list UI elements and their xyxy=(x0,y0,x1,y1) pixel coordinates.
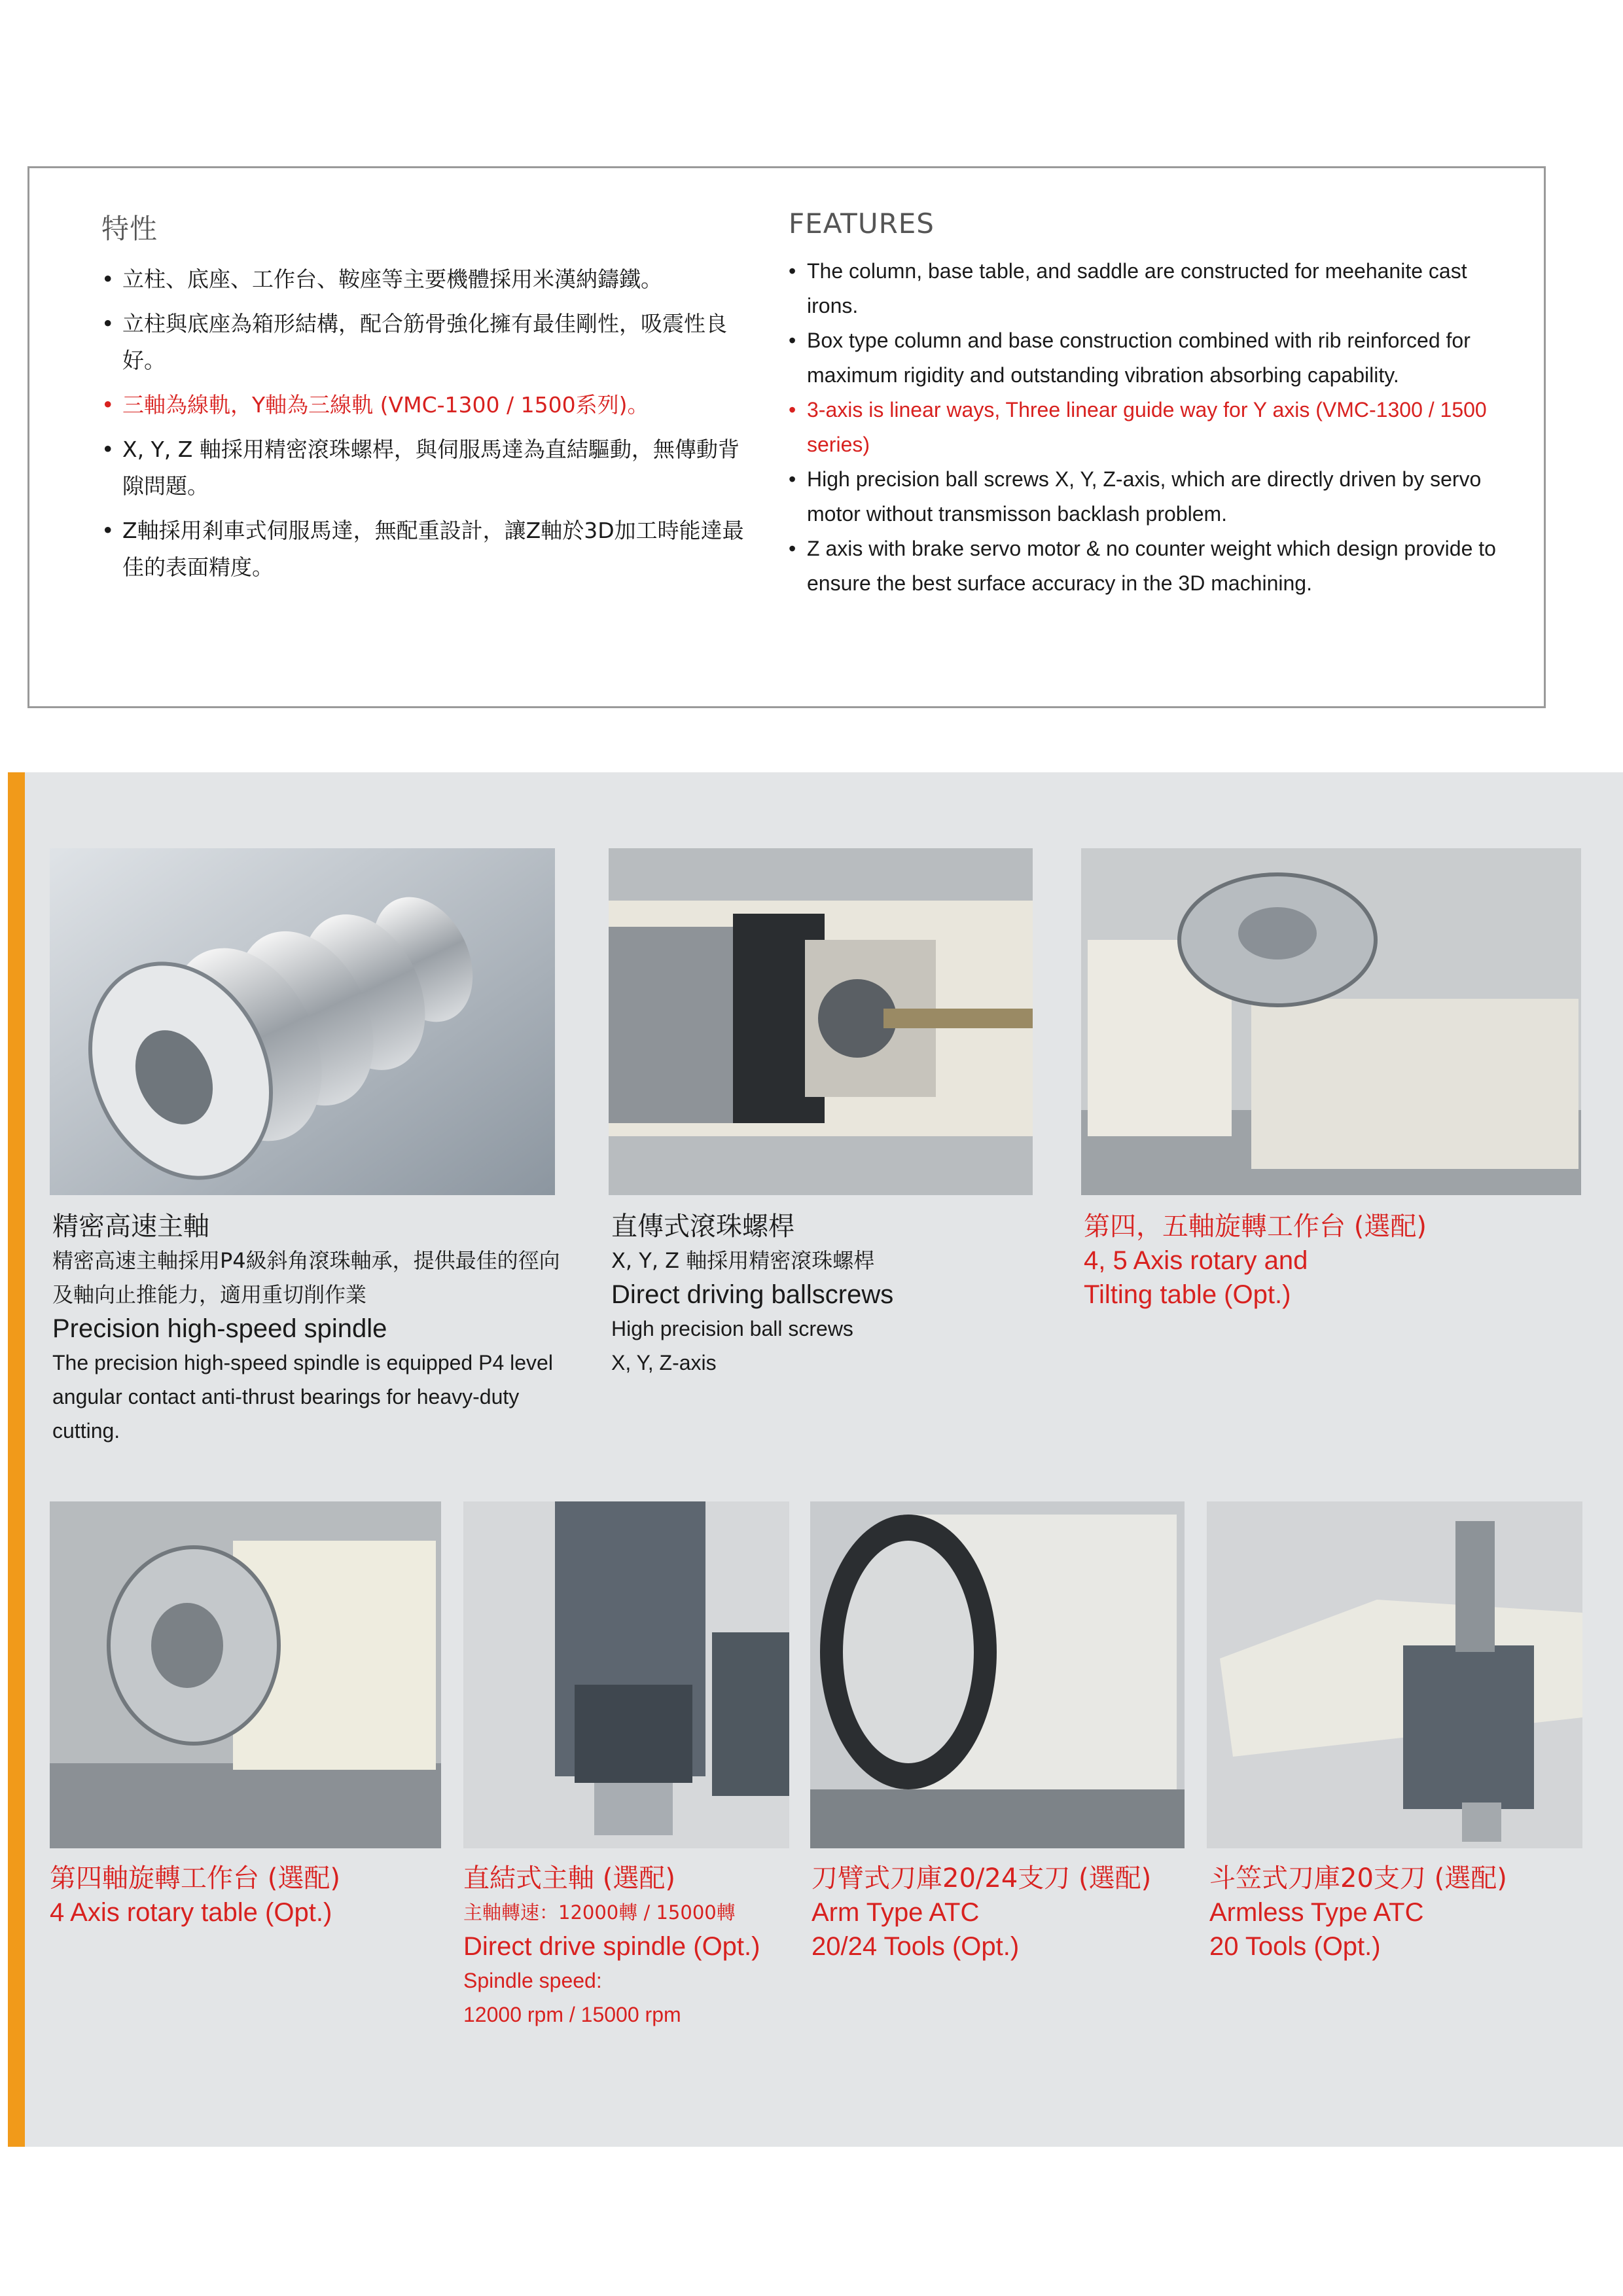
rotary4-photo xyxy=(50,1501,441,1848)
direct-spindle-title-en: Direct drive spindle (Opt.) xyxy=(463,1932,760,1961)
features-en-item: • 3-axis is linear ways, Three linear guide way for Y axis (VMC-1300 / 1500 series) xyxy=(789,398,1487,456)
rotary45-title-en-1: 4, 5 Axis rotary and xyxy=(1084,1246,1308,1275)
spindle-title-en: Precision high-speed spindle xyxy=(52,1314,387,1343)
spindle-desc-zh: 精密高速主軸採用P4級斜角滾珠軸承，提供最佳的徑向及軸向止推能力，適用重切削作業 xyxy=(52,1248,560,1307)
direct-spindle-speed-value: 12000 rpm / 15000 rpm xyxy=(463,2003,681,2026)
spindle-desc-en: The precision high-speed spindle is equipped P4 level angular contact anti-thrust bearings for heavy-duty cutting. xyxy=(52,1351,553,1443)
armless-atc-title-en-1: Armless Type ATC xyxy=(1209,1898,1424,1927)
ballscrew-title-en: Direct driving ballscrews xyxy=(611,1280,894,1309)
options-panel xyxy=(8,772,1623,2147)
features-zh-column xyxy=(101,207,756,594)
features-en-column xyxy=(789,207,1522,601)
arm-atc-title-zh: 刀臂式刀庫20/24支刀 (選配) xyxy=(812,1863,1152,1893)
features-zh-item: • 三軸為線軌，Y軸為三線軌 (VMC-1300 / 1500系列)。 xyxy=(101,392,649,418)
features-zh-item: • 立柱與底座為箱形結構，配合筋骨強化擁有最佳剛性，吸震性良好。 xyxy=(101,311,727,373)
spindle-title-zh: 精密高速主軸 xyxy=(52,1211,209,1242)
features-en-item: • The column, base table, and saddle are constructed for meehanite cast irons. xyxy=(789,259,1467,317)
armless-atc-caption xyxy=(1209,1861,1609,1964)
arm-atc-title-en-1: Arm Type ATC xyxy=(812,1898,980,1927)
features-en-item: • High precision ball screws X, Y, Z-axis, which are directly driven by servo motor without transmisson backlash problem. xyxy=(789,467,1482,526)
direct-spindle-title-zh: 直結式主軸 (選配) xyxy=(463,1863,675,1893)
arm-atc-caption xyxy=(812,1861,1204,1964)
rotary4-title-zh: 第四軸旋轉工作台 (選配) xyxy=(50,1863,340,1893)
rotary-tilt-table-photo xyxy=(1081,848,1581,1195)
features-en-item: • Box type column and base construction combined with rib reinforced for maximum rigidity and outstanding vibration absorbing capability. xyxy=(789,329,1471,387)
features-zh-item: • 立柱、底座、工作台、鞍座等主要機體採用米漢納鑄鐵。 xyxy=(101,266,662,292)
direct-spindle-photo xyxy=(463,1501,789,1848)
features-zh-item: • Z軸採用剎車式伺服馬達，無配重設計，讓Z軸於3D加工時能達最佳的表面精度。 xyxy=(101,518,744,580)
ballscrew-desc-zh: X, Y, Z 軸採用精密滾珠螺桿 xyxy=(611,1248,875,1273)
armless-atc-title-zh: 斗笠式刀庫20支刀 (選配) xyxy=(1209,1863,1507,1893)
rotary4-caption xyxy=(50,1861,449,1929)
features-zh-heading: 特性 xyxy=(101,213,158,245)
direct-spindle-speed-zh: 主軸轉速：12000轉 / 15000轉 xyxy=(463,1901,736,1924)
arm-atc-photo xyxy=(810,1501,1185,1848)
rotary45-title-zh: 第四，五軸旋轉工作台 (選配) xyxy=(1084,1211,1427,1242)
features-en-heading: FEATURES xyxy=(789,207,935,240)
orange-accent-bar xyxy=(8,772,25,2147)
direct-spindle-speed-label: Spindle speed: xyxy=(463,1969,602,1992)
spindle-caption xyxy=(52,1210,576,1448)
features-en-item: • Z axis with brake servo motor & no counter weight which design provide to ensure the best surface accuracy in the 3D machining. xyxy=(789,537,1496,595)
armless-atc-title-en-2: 20 Tools (Opt.) xyxy=(1209,1932,1381,1961)
rotary45-title-en-2: Tilting table (Opt.) xyxy=(1084,1280,1291,1309)
arm-atc-title-en-2: 20/24 Tools (Opt.) xyxy=(812,1932,1020,1961)
features-en-list xyxy=(789,254,1522,601)
ballscrew-photo xyxy=(609,848,1033,1195)
ballscrew-desc-en-1: High precision ball screws xyxy=(611,1317,853,1340)
rotary4-title-en: 4 Axis rotary table (Opt.) xyxy=(50,1898,332,1927)
features-box xyxy=(27,166,1546,708)
direct-spindle-caption xyxy=(463,1861,804,2032)
ballscrew-title-zh: 直傳式滾珠螺桿 xyxy=(611,1211,794,1242)
ballscrew-caption xyxy=(611,1210,1056,1380)
features-zh-list xyxy=(101,261,756,586)
spindle-photo xyxy=(50,848,555,1195)
features-zh-item: • X, Y, Z 軸採用精密滾珠螺桿，與伺服馬達為直結驅動，無傳動背隙問題。 xyxy=(101,437,740,499)
rotary45-caption xyxy=(1084,1210,1594,1312)
ballscrew-desc-en-2: X, Y, Z-axis xyxy=(611,1351,717,1374)
armless-atc-photo xyxy=(1207,1501,1582,1848)
